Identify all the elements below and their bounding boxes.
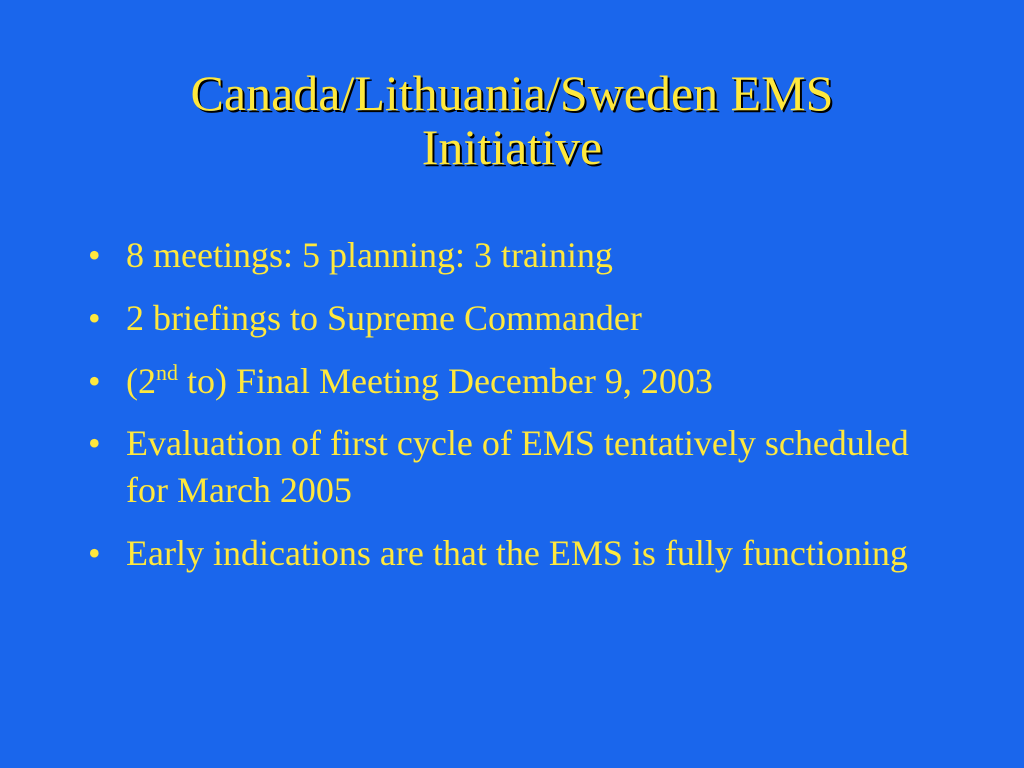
final-meeting-prefix: (2 bbox=[126, 360, 156, 401]
bullet-marker: • bbox=[88, 235, 101, 275]
bullet-marker: • bbox=[88, 423, 101, 464]
bullet-text-evaluation: Evaluation of first cycle of EMS tentatively scheduled for March 2005 bbox=[126, 423, 909, 511]
bullet-text-meetings: 8 meetings: 5 planning: 3 training bbox=[126, 235, 613, 275]
bullet-list bbox=[84, 232, 944, 593]
bullet-text-early-indications: Early indications are that the EMS is fully functioning bbox=[126, 532, 908, 573]
bullet-item-early-indications bbox=[84, 530, 944, 577]
slide-title-line-1: Canada/Lithuania/Sweden EMS bbox=[190, 65, 834, 121]
bullet-text-briefings: 2 briefings to Supreme Commander bbox=[126, 297, 642, 338]
bullet-item-final-meeting bbox=[84, 358, 944, 405]
final-meeting-suffix: to) Final Meeting December 9, 2003 bbox=[178, 360, 713, 401]
bullet-item-meetings bbox=[84, 232, 944, 279]
bullet-item-briefings bbox=[84, 295, 944, 342]
bullet-item-evaluation bbox=[84, 420, 944, 514]
slide-title bbox=[60, 66, 964, 174]
bullet-marker: • bbox=[88, 297, 101, 338]
bullet-marker: • bbox=[88, 360, 101, 401]
bullet-marker: • bbox=[88, 532, 101, 573]
bullet-text-final-meeting bbox=[126, 361, 713, 401]
slide-title-line-2: Initiative bbox=[421, 119, 603, 175]
final-meeting-superscript: nd bbox=[156, 359, 178, 385]
